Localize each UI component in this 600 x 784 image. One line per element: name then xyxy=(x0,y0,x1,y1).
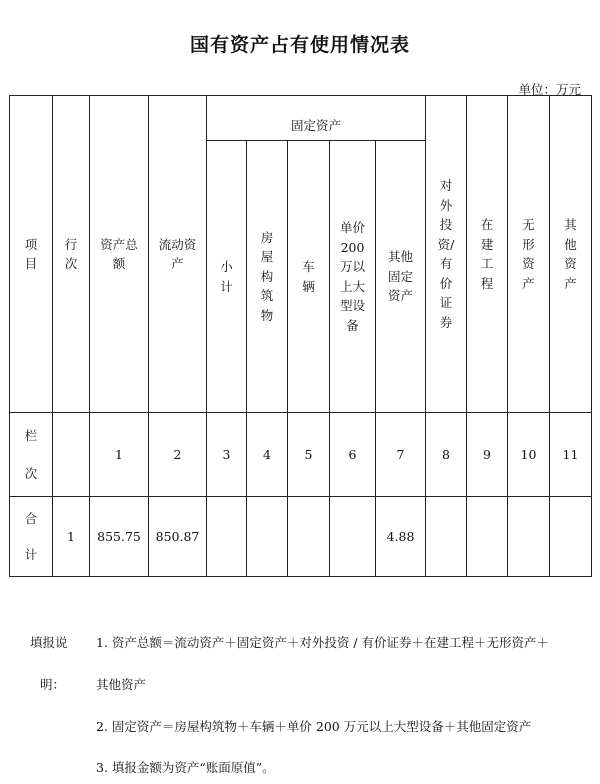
header-char: 其 xyxy=(564,217,577,232)
header-char: 资 xyxy=(564,256,577,271)
header-vehicles xyxy=(288,141,330,413)
header-current-assets-text xyxy=(149,235,206,274)
header-current-assets xyxy=(149,96,207,413)
header-subtotal xyxy=(207,141,247,413)
header-total-assets xyxy=(90,96,149,413)
column-number-cell: 4 xyxy=(247,413,288,497)
page-title: 国有资产占有使用情况表 xyxy=(189,34,410,56)
column-number-cell: 2 xyxy=(149,413,207,497)
header-char: 资/ xyxy=(437,236,455,252)
header-char: 固定 xyxy=(387,268,413,284)
header-char: 备 xyxy=(346,317,359,333)
header-char: 屋 xyxy=(260,249,274,265)
header-intangible xyxy=(508,96,550,413)
header-char: 200 xyxy=(340,239,365,255)
header-intangible-text xyxy=(508,215,549,293)
header-char: 外 xyxy=(439,197,453,213)
notes-heading-1: 填报说 xyxy=(30,635,68,650)
notes-heading-2: 明： xyxy=(40,677,66,692)
column-number-cell: 5 xyxy=(288,413,330,497)
column-number-label xyxy=(10,413,53,497)
header-char: 合 xyxy=(24,510,38,526)
header-char: 项 xyxy=(24,236,38,252)
header-char: 投 xyxy=(439,217,453,232)
total-cell xyxy=(247,497,288,577)
header-char: 对 xyxy=(439,178,453,193)
header-char: 次 xyxy=(24,465,38,481)
header-line-no xyxy=(53,96,90,413)
header-char: 他 xyxy=(564,236,577,252)
header-char: 筑 xyxy=(260,288,274,304)
column-number-cell: 1 xyxy=(90,413,149,497)
total-cell: 850.87 xyxy=(149,497,207,577)
header-char: 资产总 xyxy=(100,236,138,252)
asset-table xyxy=(9,95,592,577)
header-char: 额 xyxy=(112,256,126,271)
header-total-assets-text xyxy=(90,235,148,274)
header-char: 行 xyxy=(64,236,78,252)
header-char: 目 xyxy=(24,256,38,271)
header-char: 有 xyxy=(439,256,453,271)
total-cell xyxy=(207,497,247,577)
header-other-assets-text xyxy=(550,215,591,293)
header-char: 产 xyxy=(171,256,184,271)
note-line-2: 2. 固定资产＝房屋构筑物＋车辆＋单价 200 万元以上大型设备＋其他固定资产 xyxy=(96,719,532,734)
column-number-cell: 7 xyxy=(376,413,426,497)
header-char: 万以 xyxy=(339,259,365,274)
note-line-1-cont: 其他资产 xyxy=(96,677,147,692)
total-cell xyxy=(508,497,550,577)
header-buildings xyxy=(247,141,288,413)
header-char: 形 xyxy=(522,236,535,252)
unit-label: 单位：万元 xyxy=(518,82,581,97)
header-char: 次 xyxy=(64,256,78,271)
header-char: 产 xyxy=(522,275,535,291)
header-investment xyxy=(426,96,467,413)
header-char: 车 xyxy=(302,259,315,274)
column-number-cell xyxy=(53,413,90,497)
header-char: 计 xyxy=(24,546,38,562)
header-char: 无 xyxy=(522,217,535,232)
header-char: 构 xyxy=(260,268,274,284)
total-cell xyxy=(426,497,467,577)
total-cell: 855.75 xyxy=(90,497,149,577)
note-line-3: 3. 填报金额为资产“账面原值”。 xyxy=(96,760,275,775)
header-buildings-text xyxy=(247,228,287,326)
column-number-cell: 3 xyxy=(207,413,247,497)
header-large-equipment-text xyxy=(330,218,375,335)
header-char: 小 xyxy=(220,259,233,274)
header-char: 计 xyxy=(220,278,233,294)
header-vehicles-text xyxy=(288,257,329,296)
header-char: 资 xyxy=(522,256,535,271)
header-line-no-text xyxy=(53,235,89,274)
header-char: 工 xyxy=(480,256,494,271)
total-cell xyxy=(288,497,330,577)
column-number-row xyxy=(10,413,592,497)
note-line-1: 1. 资产总额＝流动资产＋固定资产＋对外投资 / 有价证券＋在建工程＋无形资产＋ xyxy=(96,635,550,650)
total-cell xyxy=(330,497,376,577)
header-other-fixed-text xyxy=(376,247,425,306)
header-char: 资产 xyxy=(387,288,413,304)
header-char: 单价 xyxy=(339,220,365,235)
total-cell xyxy=(550,497,592,577)
total-row xyxy=(10,497,592,577)
header-investment-text xyxy=(426,176,466,332)
header-char: 证 xyxy=(439,295,453,310)
header-char: 上大 xyxy=(339,278,365,294)
total-cell xyxy=(467,497,508,577)
total-label xyxy=(10,497,53,577)
header-char: 产 xyxy=(564,275,577,291)
header-large-equipment xyxy=(330,141,376,413)
header-char: 在 xyxy=(480,217,494,232)
total-label-text xyxy=(10,501,52,573)
header-other-fixed xyxy=(376,141,426,413)
column-number-cell: 11 xyxy=(550,413,592,497)
header-char: 价 xyxy=(439,275,453,291)
header-item-text xyxy=(10,235,52,274)
header-char: 辆 xyxy=(302,278,315,294)
header-char: 其他 xyxy=(387,249,413,265)
column-number-cell: 8 xyxy=(426,413,467,497)
header-char: 程 xyxy=(480,275,494,291)
header-construction-text xyxy=(467,215,507,293)
total-line-no: 1 xyxy=(53,497,90,577)
header-fixed-assets: 固定资产 xyxy=(207,96,426,141)
total-cell: 4.88 xyxy=(376,497,426,577)
column-number-label-text xyxy=(10,417,52,493)
header-char: 券 xyxy=(439,314,453,330)
column-number-cell: 10 xyxy=(508,413,550,497)
header-char: 型设 xyxy=(339,298,365,313)
header-char: 建 xyxy=(480,236,494,252)
header-char: 栏 xyxy=(24,427,38,443)
header-char: 物 xyxy=(260,307,274,323)
header-item xyxy=(10,96,53,413)
header-char: 房 xyxy=(260,229,274,245)
header-char: 流动资 xyxy=(158,236,197,252)
header-other-assets xyxy=(550,96,592,413)
header-subtotal-text xyxy=(207,257,246,296)
column-number-cell: 9 xyxy=(467,413,508,497)
column-number-cell: 6 xyxy=(330,413,376,497)
header-construction xyxy=(467,96,508,413)
